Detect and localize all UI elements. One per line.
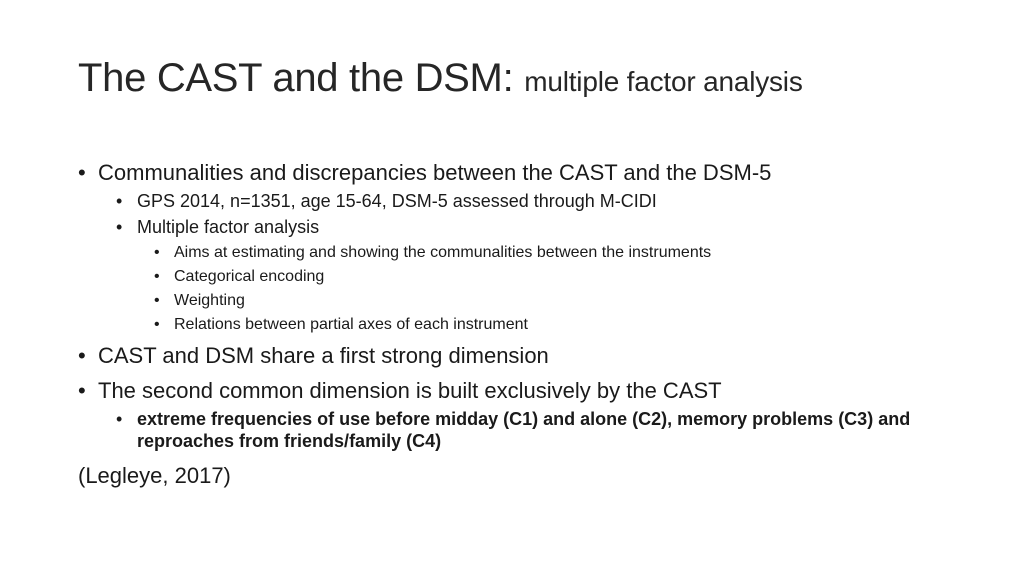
bullet-text: Aims at estimating and showing the communalities between the instruments <box>174 244 712 261</box>
bullet-dot-icon: • <box>78 160 86 185</box>
bullet-dot-icon: • <box>154 244 160 261</box>
bullet-dot-icon: • <box>154 316 160 333</box>
bullet-dot-icon: • <box>154 268 160 285</box>
bullet-dot-icon: • <box>116 191 123 211</box>
slide-title-main: The CAST and the DSM: <box>78 56 525 100</box>
bullet-text: GPS 2014, n=1351, age 15-64, DSM-5 assessed through M-CIDI <box>137 191 657 211</box>
bullet-text: Communalities and discrepancies between the CAST and the DSM-5 <box>98 160 772 185</box>
bullet-dot-icon: • <box>154 292 160 309</box>
bullet-level1 <box>78 342 978 370</box>
slide-title <box>78 56 978 100</box>
bullet-text: extreme frequencies of use before midday (C1) and alone (C2), memory problems (C3) and reproaches from friends/family (C4) <box>137 409 911 451</box>
bullet-level2 <box>116 190 978 213</box>
bullet-level1 <box>78 377 978 405</box>
bullet-level3 <box>154 291 978 311</box>
bullet-level3 <box>154 315 978 335</box>
slide-title-subtitle: multiple factor analysis <box>524 66 803 97</box>
bullet-text: Relations between partial axes of each instrument <box>174 316 528 333</box>
bullet-text: Categorical encoding <box>174 268 325 285</box>
bullet-dot-icon: • <box>78 378 86 403</box>
bullet-text: The second common dimension is built exclusively by the CAST <box>98 378 722 403</box>
bullet-level2 <box>116 408 978 452</box>
bullet-level3 <box>154 243 978 263</box>
slide-body <box>78 152 978 490</box>
bullet-level1 <box>78 159 978 187</box>
bullet-text: CAST and DSM share a first strong dimension <box>98 343 549 368</box>
bullet-level2 <box>116 216 978 239</box>
bullet-text: Multiple factor analysis <box>137 217 320 237</box>
bullet-text: Weighting <box>174 292 245 309</box>
bullet-level3 <box>154 267 978 287</box>
citation: (Legleye, 2017) <box>78 463 231 488</box>
bullet-dot-icon: • <box>116 217 123 237</box>
bullet-dot-icon: • <box>116 409 123 429</box>
bullet-dot-icon: • <box>78 343 86 368</box>
